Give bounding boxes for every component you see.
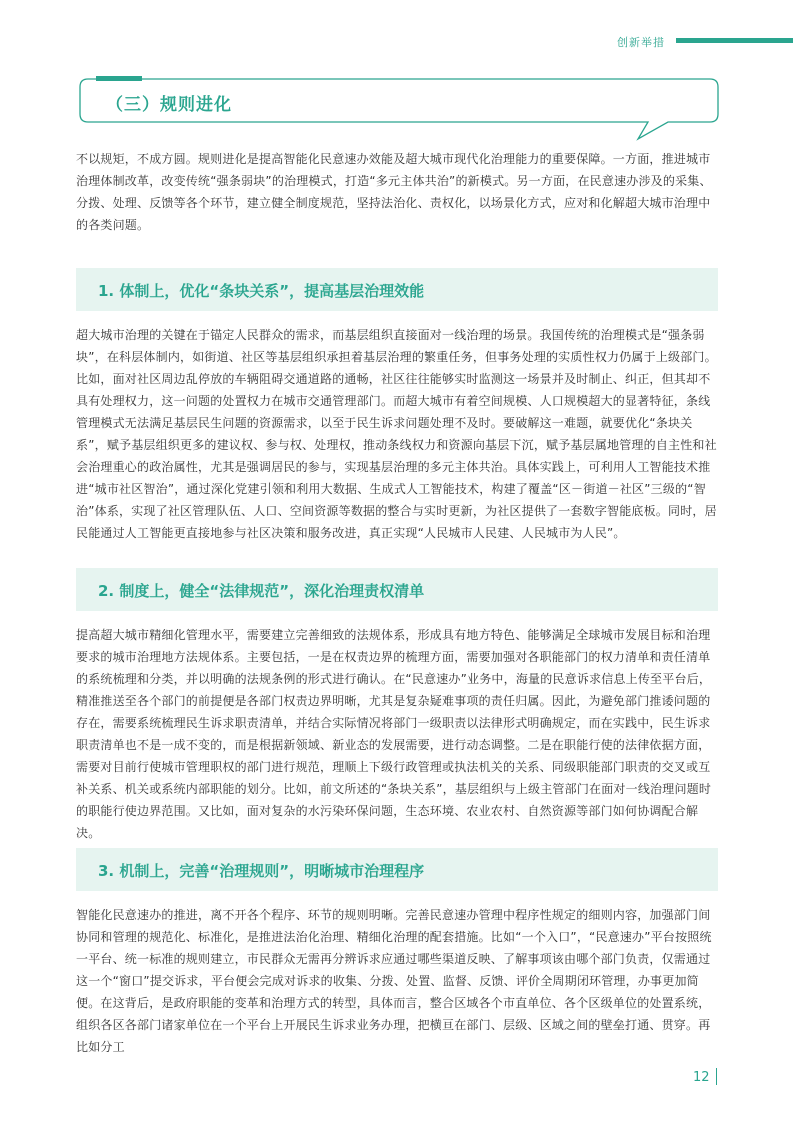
page-number: 12: [693, 1070, 710, 1085]
header-category-label: 创新举措: [617, 36, 665, 49]
page-number-divider: [716, 1068, 717, 1085]
subsection-heading-text: 3. 机制上，完善“治理规则”，明晰城市治理程序: [98, 862, 425, 880]
subsection-body-3: 智能化民意速办的推进，离不开各个程序、环节的规则明晰。完善民意速办管理中程序性规定的细则内容，加强部门间协同和管理的规范化、标准化，是推进法治化治理、精细化治理的配套措施。比如“一个入口”，“民意速办”平台按照统一平台、统一标准的规则建立，市民群众无需再分辨诉求应通过哪些渠道反映、了解事项该由哪个部门负责，仅需通过这一个“窗口”提交诉求，平台便会完成对诉求的收集、分拨、处置、监督、反馈、评价全周期闭环管理，办事更加简便。在这背后，是政府职能的变革和治理方式的转型，具体而言，整合区域各个市直单位、各个区级单位的处置系统，组织各区各部门诸家单位在一个平台上开展民生诉求业务办理，把横亘在部门、层级、区域之间的壁垒打通、贯穿。再比如分工: [76, 908, 712, 1054]
subsection-body-1: 超大城市治理的关键在于锚定人民群众的需求，而基层组织直接面对一线治理的场景。我国传统的治理模式是“强条弱块”，在科层体制内，如街道、社区等基层组织承担着基层治理的繁重任务，但事务处理的实质性权力仍属于上级部门。比如，面对社区周边乱停放的车辆阻碍交通道路的通畅，社区往往能够实时监测这一场景并及时制止、纠正，但其却不具有处理权力，这一问题的处置权力在城市交通管理部门。而超大城市有着空间规模、人口规模超大的显著特征，条线管理模式无法满足基层民生问题的资源需求，以至于民生诉求问题处理不及时。要破解这一难题，就要优化“条块关系”，赋予基层组织更多的建议权、参与权、处理权，推动条线权力和资源向基层下沉，赋予基层属地管理的自主性和社会治理重心的政治属性，尤其是强调居民的参与，实现基层治理的多元主体共治。具体实践上，可利用人工智能技术推进“城市社区智治”，通过深化党建引领和利用大数据、生成式人工智能技术，构建了覆盖“区－街道－社区”三级的“智治”体系，实现了社区管理队伍、人口、空间资源等数据的整合与实时更新，为社区提供了一套数字智能底板。同时，居民能通过人工智能更直接地参与社区决策和服务改进，真正实现“人民城市人民建、人民城市为人民”。: [76, 328, 717, 540]
intro-paragraph: 不以规矩，不成方圆。规则进化是提高智能化民意速办效能及超大城市现代化治理能力的重要保障。一方面，推进城市治理体制改革，改变传统“强条弱块”的治理模式，打造“多元主体共治”的新模式。另一方面，在民意速办涉及的采集、分拨、处理、反馈等各个环节，建立健全制度规范，坚持法治化、责权化，以场景化方式，应对和化解超大城市治理中的各类问题。: [76, 152, 712, 232]
section-title: （三）规则进化: [106, 95, 232, 115]
subsection-heading-text: 2. 制度上，健全“法律规范”，深化治理责权清单: [98, 582, 425, 600]
subsection-heading-text: 1. 体制上，优化“条块关系”，提高基层治理效能: [98, 282, 425, 300]
subsection-heading-1: [76, 268, 718, 311]
subsection-heading-3: [76, 848, 718, 891]
header-accent-bar: [676, 38, 793, 43]
subsection-heading-2: [76, 568, 718, 611]
subsection-body-2: 提高超大城市精细化管理水平，需要建立完善细致的法规体系，形成具有地方特色、能够满足全球城市发展目标和治理要求的城市治理地方法规体系。主要包括，一是在权责边界的梳理方面，需要加强对各职能部门的权力清单和责任清单的系统梳理和分类，并以明确的法规条例的形式进行确认。在“民意速办”业务中，海量的民意诉求信息上传至平台后，精准推送至各个部门的前提便是各部门权责边界明晰，尤其是复杂疑难事项的责任归属。因此，为避免部门推诿问题的存在，需要系统梳理民生诉求职责清单，并结合实际情况将部门一级职责以法律形式明确规定，而在实践中，民生诉求职责清单也不是一成不变的，而是根据新领域、新业态的发展需要，进行动态调整。二是在职能行使的法律依据方面，需要对目前行使城市管理职权的部门进行规范，理顺上下级行政管理或执法机关的关系、同级职能部门职责的交叉或互补关系、机关或系统内部职能的划分。比如，前文所述的“条块关系”，基层组织与上级主管部门在面对一线治理问题时的职能行使边界范围。又比如，面对复杂的水污染环保问题，生态环境、农业农村、自然资源等部门如何协调配合解决。: [76, 628, 712, 840]
